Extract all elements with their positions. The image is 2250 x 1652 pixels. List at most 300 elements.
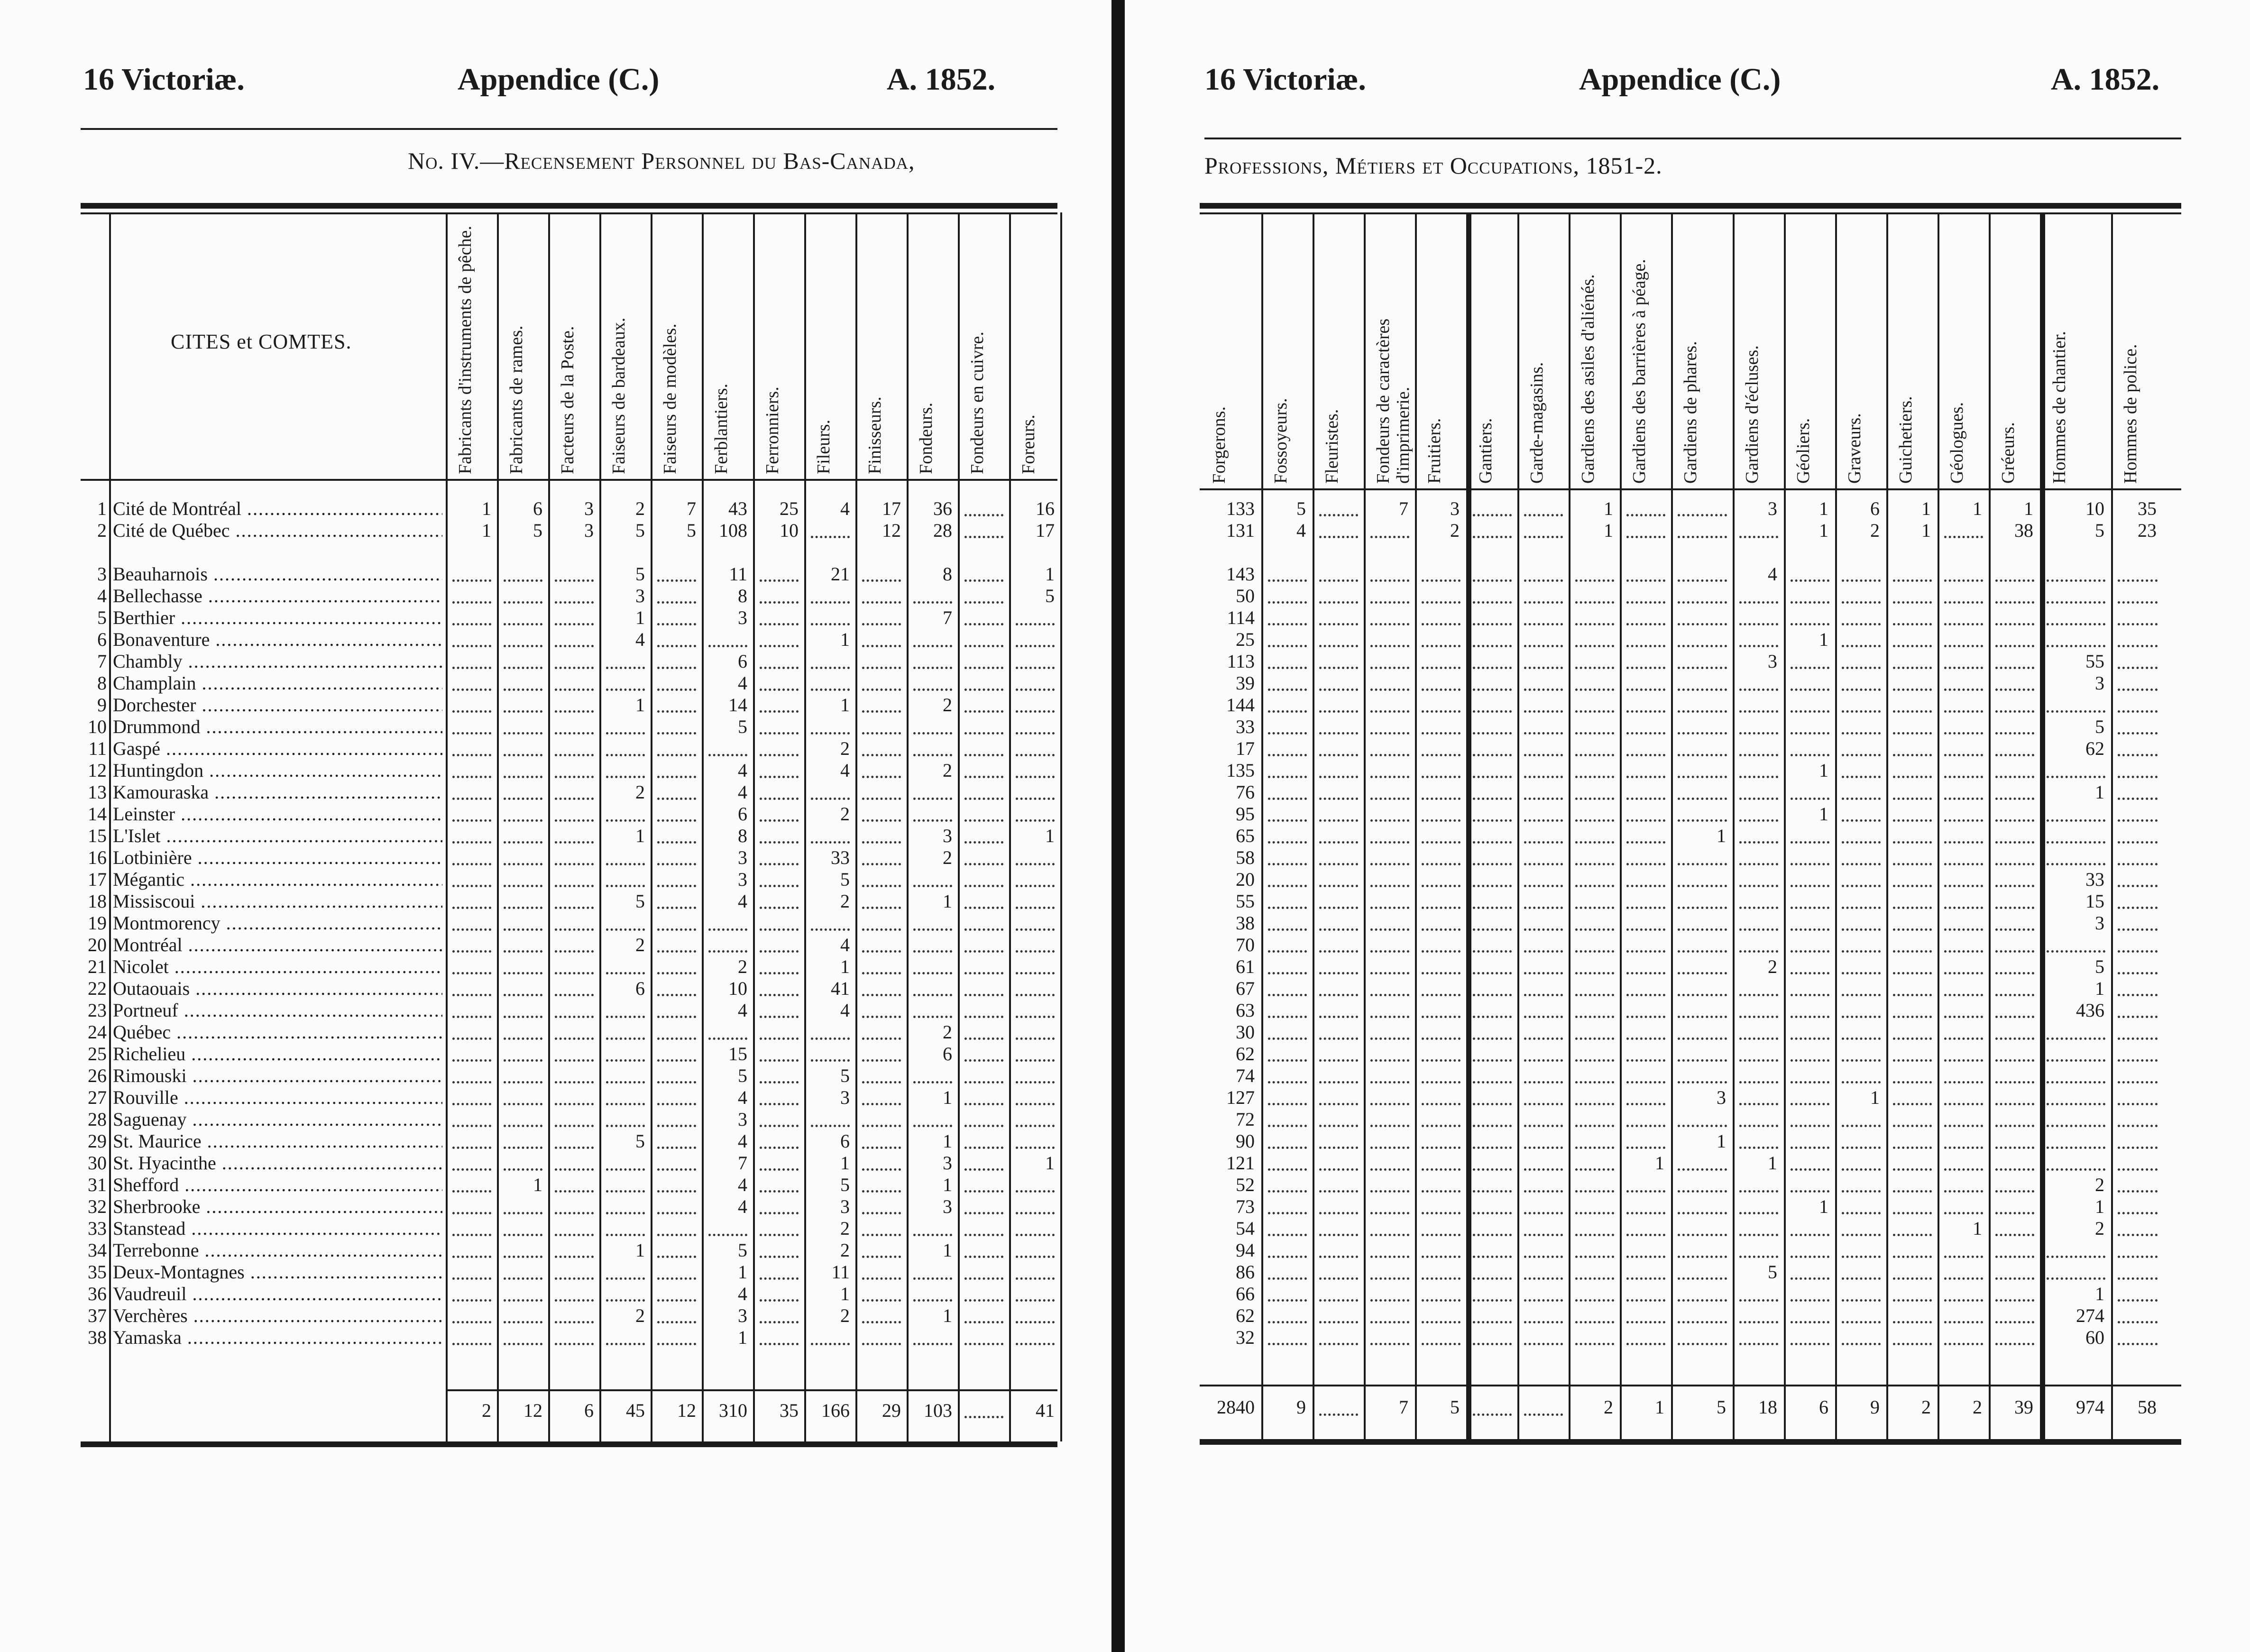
table-cell: 3 — [738, 1305, 747, 1326]
empty-cell-dots — [1422, 645, 1460, 669]
empty-cell-dots — [1995, 732, 2034, 756]
row-number: 17 — [88, 869, 107, 890]
empty-cell-dots — [1319, 1016, 1358, 1040]
empty-cell-dots — [1422, 1256, 1460, 1280]
empty-cell-dots — [2118, 841, 2158, 865]
empty-cell-dots — [2047, 1059, 2105, 1083]
left-column-rule — [855, 212, 857, 1441]
empty-cell-dots — [452, 863, 491, 887]
table-cell: 5 — [2095, 956, 2104, 977]
empty-cell-dots — [2047, 1147, 2105, 1171]
empty-cell-dots — [2047, 601, 2105, 625]
empty-cell-dots — [1422, 1037, 1460, 1062]
table-cell: 2 — [635, 498, 645, 519]
empty-cell-dots — [1473, 579, 1512, 604]
empty-cell-dots — [1739, 1125, 1778, 1149]
empty-cell-dots — [1524, 863, 1563, 887]
empty-cell-dots — [1575, 1168, 1614, 1193]
empty-cell-dots — [760, 1321, 799, 1345]
table-cell: 1 — [2095, 1196, 2104, 1217]
right-header-appendix: Appendice (C.) — [1579, 62, 1781, 97]
empty-cell-dots — [504, 1321, 542, 1345]
empty-cell-dots — [1524, 732, 1563, 756]
empty-cell-dots — [760, 1212, 799, 1236]
empty-cell-dots — [555, 907, 594, 931]
table-cell: 33 — [2085, 869, 2104, 890]
empty-cell-dots — [1791, 1168, 1829, 1193]
empty-cell-dots — [1473, 1277, 1512, 1302]
table-cell: 90 — [1236, 1130, 1255, 1152]
right-column-rule — [1620, 212, 1622, 1439]
left-column-header: Fabricants de rames. — [506, 325, 526, 474]
empty-cell-dots — [964, 907, 1003, 931]
right-page — [1133, 0, 2250, 1652]
table-cell: 5 — [840, 869, 850, 890]
empty-cell-dots — [1626, 558, 1665, 582]
table-cell: 133 — [1226, 498, 1255, 519]
empty-cell-dots — [964, 645, 1003, 669]
row-number: 35 — [88, 1261, 107, 1283]
empty-cell-dots — [1473, 1125, 1512, 1149]
empty-cell-dots — [964, 601, 1003, 625]
empty-cell-dots — [1842, 710, 1881, 734]
empty-cell-dots — [1893, 754, 1932, 778]
empty-cell-dots — [1473, 601, 1512, 625]
empty-cell-dots — [452, 1190, 491, 1214]
empty-cell-dots — [1319, 645, 1358, 669]
empty-cell-dots — [1473, 1147, 1512, 1171]
empty-cell-dots — [1791, 972, 1829, 996]
empty-cell-dots — [1575, 645, 1614, 669]
empty-cell-dots — [862, 688, 901, 713]
table-cell: 1 — [533, 1174, 542, 1195]
table-cell: 8 — [738, 825, 747, 846]
row-number: 7 — [97, 651, 107, 672]
empty-cell-dots — [1791, 885, 1829, 909]
empty-cell-dots — [504, 863, 542, 887]
empty-cell-dots — [555, 1016, 594, 1040]
empty-cell-dots — [1319, 1059, 1358, 1083]
total-cell: 2 — [482, 1400, 491, 1421]
empty-cell-dots — [1575, 776, 1614, 800]
table-cell: 3 — [1768, 651, 1777, 672]
empty-cell-dots — [657, 1081, 696, 1105]
right-column-header: Fossoyeurs. — [1271, 398, 1291, 484]
empty-cell-dots — [1842, 1037, 1881, 1062]
empty-cell-dots — [862, 798, 901, 822]
empty-cell-dots — [2047, 579, 2105, 604]
right-column-rule — [1261, 212, 1263, 1439]
table-cell: 6 — [738, 651, 747, 672]
empty-cell-dots — [1791, 907, 1829, 931]
total-cell: 7 — [1399, 1396, 1408, 1418]
empty-cell-dots — [1842, 885, 1881, 909]
empty-cell-dots — [1268, 1277, 1307, 1302]
empty-cell-dots — [811, 667, 850, 691]
empty-cell-dots — [1626, 950, 1665, 974]
empty-cell-dots — [760, 645, 799, 669]
empty-cell-dots — [1473, 1299, 1512, 1323]
empty-cell-dots — [1524, 885, 1563, 909]
empty-cell-dots — [913, 972, 952, 996]
empty-cell-dots — [1473, 1392, 1512, 1416]
empty-cell-dots — [2118, 950, 2158, 974]
empty-cell-dots — [1739, 1168, 1778, 1193]
table-cell: 3 — [2095, 912, 2104, 934]
empty-cell-dots — [1016, 645, 1055, 669]
empty-cell-dots — [964, 1168, 1003, 1193]
empty-cell-dots — [452, 928, 491, 953]
table-cell: 274 — [2076, 1305, 2104, 1326]
empty-cell-dots — [1575, 994, 1614, 1018]
row-county-name: Beauharnois ..... — [113, 563, 442, 585]
empty-cell-dots — [1626, 623, 1665, 647]
empty-cell-dots — [913, 1059, 952, 1083]
empty-cell-dots — [657, 1168, 696, 1193]
empty-cell-dots — [1370, 579, 1409, 604]
empty-cell-dots — [1422, 623, 1460, 647]
empty-cell-dots — [2118, 1299, 2158, 1323]
empty-cell-dots — [1473, 928, 1512, 953]
empty-cell-dots — [1016, 1037, 1055, 1062]
right-header-rule — [1204, 138, 2181, 139]
empty-cell-dots — [504, 710, 542, 734]
empty-cell-dots — [1995, 558, 2034, 582]
left-column-rule — [907, 212, 909, 1441]
empty-cell-dots — [2047, 688, 2105, 713]
empty-cell-dots — [657, 841, 696, 865]
table-cell: 17 — [1036, 520, 1055, 541]
empty-cell-dots — [606, 1190, 645, 1214]
empty-cell-dots — [1739, 1234, 1778, 1258]
empty-cell-dots — [1575, 1147, 1614, 1171]
empty-cell-dots — [657, 1321, 696, 1345]
empty-cell-dots — [1319, 1190, 1358, 1214]
empty-cell-dots — [1422, 601, 1460, 625]
empty-cell-dots — [452, 1277, 491, 1302]
empty-cell-dots — [555, 1277, 594, 1302]
total-cell: 45 — [626, 1400, 645, 1421]
empty-cell-dots — [1893, 776, 1932, 800]
empty-cell-dots — [1944, 1321, 1983, 1345]
empty-cell-dots — [1370, 558, 1409, 582]
empty-cell-dots — [657, 863, 696, 887]
empty-cell-dots — [1370, 950, 1409, 974]
empty-cell-dots — [555, 798, 594, 822]
empty-cell-dots — [555, 1059, 594, 1083]
empty-cell-dots — [1422, 1147, 1460, 1171]
empty-cell-dots — [1016, 1299, 1055, 1323]
empty-cell-dots — [1268, 1081, 1307, 1105]
row-county-name: Montmorency ..... — [113, 912, 442, 934]
empty-cell-dots — [1422, 972, 1460, 996]
left-column-rule — [651, 212, 652, 1441]
empty-cell-dots — [606, 710, 645, 734]
empty-cell-dots — [1370, 1147, 1409, 1171]
empty-cell-dots — [760, 1299, 799, 1323]
empty-cell-dots — [1944, 645, 1983, 669]
empty-cell-dots — [1678, 1147, 1727, 1171]
row-county-name: Cité de Montréal ..... — [113, 498, 442, 520]
empty-cell-dots — [1995, 754, 2034, 778]
empty-cell-dots — [1370, 841, 1409, 865]
right-column-rule — [1415, 212, 1417, 1439]
empty-cell-dots — [1893, 819, 1932, 844]
empty-cell-dots — [1524, 1321, 1563, 1345]
total-cell: 58 — [2138, 1396, 2157, 1418]
empty-cell-dots — [1626, 1125, 1665, 1149]
empty-cell-dots — [708, 928, 747, 953]
empty-cell-dots — [1739, 819, 1778, 844]
empty-cell-dots — [1995, 885, 2034, 909]
empty-cell-dots — [1575, 1212, 1614, 1236]
empty-cell-dots — [1524, 1103, 1563, 1127]
empty-cell-dots — [1422, 798, 1460, 822]
right-column-header: Gardiens des barrières à péage. — [1629, 259, 1649, 484]
empty-cell-dots — [1268, 688, 1307, 713]
empty-cell-dots — [862, 1103, 901, 1127]
empty-cell-dots — [2047, 1081, 2105, 1105]
empty-cell-dots — [1739, 688, 1778, 713]
empty-cell-dots — [1739, 667, 1778, 691]
table-cell: 30 — [1236, 1021, 1255, 1043]
table-cell: 3 — [943, 825, 952, 846]
table-cell: 5 — [635, 890, 645, 912]
empty-cell-dots — [1319, 1037, 1358, 1062]
total-cell: 39 — [2014, 1396, 2033, 1418]
empty-cell-dots — [657, 1234, 696, 1258]
empty-cell-dots — [606, 645, 645, 669]
empty-cell-dots — [1268, 841, 1307, 865]
empty-cell-dots — [760, 1277, 799, 1302]
table-cell: 1 — [1819, 629, 1828, 650]
empty-cell-dots — [555, 1234, 594, 1258]
empty-cell-dots — [913, 1212, 952, 1236]
row-number: 19 — [88, 912, 107, 934]
empty-cell-dots — [1678, 928, 1727, 953]
empty-cell-dots — [606, 994, 645, 1018]
empty-cell-dots — [2118, 798, 2158, 822]
row-county-name: Gaspé ..... — [113, 738, 442, 760]
table-cell: 7 — [943, 607, 952, 628]
empty-cell-dots — [1370, 1277, 1409, 1302]
empty-cell-dots — [1791, 950, 1829, 974]
table-cell: 1 — [1819, 520, 1828, 541]
empty-cell-dots — [1995, 1256, 2034, 1280]
table-cell: 5 — [2095, 716, 2104, 737]
empty-cell-dots — [1995, 1212, 2034, 1236]
empty-cell-dots — [1473, 863, 1512, 887]
table-cell: 3 — [943, 1196, 952, 1217]
empty-cell-dots — [606, 1321, 645, 1345]
empty-cell-dots — [1473, 1190, 1512, 1214]
left-column-rule — [958, 212, 960, 1441]
empty-cell-dots — [1739, 928, 1778, 953]
table-cell: 62 — [1236, 1305, 1255, 1326]
empty-cell-dots — [657, 732, 696, 756]
empty-cell-dots — [1678, 841, 1727, 865]
table-cell: 3 — [738, 847, 747, 868]
empty-cell-dots — [1791, 1147, 1829, 1171]
empty-cell-dots — [1575, 1299, 1614, 1323]
table-cell: 10 — [780, 520, 799, 541]
empty-cell-dots — [1422, 754, 1460, 778]
right-column-header: Gardiens de phares. — [1681, 341, 1700, 484]
row-county-name: Missiscoui ..... — [113, 890, 442, 912]
empty-cell-dots — [1678, 710, 1727, 734]
empty-cell-dots — [452, 776, 491, 800]
empty-cell-dots — [1739, 907, 1778, 931]
empty-cell-dots — [1370, 1037, 1409, 1062]
empty-cell-dots — [1370, 994, 1409, 1018]
empty-cell-dots — [1016, 1103, 1055, 1127]
table-cell: 6 — [635, 978, 645, 999]
empty-cell-dots — [862, 667, 901, 691]
empty-cell-dots — [1422, 667, 1460, 691]
empty-cell-dots — [913, 732, 952, 756]
empty-cell-dots — [1893, 972, 1932, 996]
empty-cell-dots — [1944, 841, 1983, 865]
right-table-bottom-rule — [1200, 1439, 2181, 1445]
empty-cell-dots — [1016, 688, 1055, 713]
empty-cell-dots — [2118, 579, 2158, 604]
empty-cell-dots — [1524, 994, 1563, 1018]
table-cell: 4 — [738, 1283, 747, 1304]
empty-cell-dots — [452, 1147, 491, 1171]
row-number: 2 — [97, 520, 107, 541]
empty-cell-dots — [1268, 1103, 1307, 1127]
table-cell: 55 — [2085, 651, 2104, 672]
table-cell: 1 — [635, 694, 645, 716]
empty-cell-dots — [452, 950, 491, 974]
empty-cell-dots — [1944, 1256, 1983, 1280]
table-cell: 1 — [943, 1305, 952, 1326]
empty-cell-dots — [1524, 950, 1563, 974]
empty-cell-dots — [1678, 623, 1727, 647]
empty-cell-dots — [2047, 1103, 2105, 1127]
empty-cell-dots — [1842, 776, 1881, 800]
table-cell: 25 — [780, 498, 799, 519]
empty-cell-dots — [862, 710, 901, 734]
empty-cell-dots — [555, 1081, 594, 1105]
empty-cell-dots — [1319, 688, 1358, 713]
table-cell: 72 — [1236, 1109, 1255, 1130]
empty-cell-dots — [1016, 1277, 1055, 1302]
empty-cell-dots — [1268, 1037, 1307, 1062]
empty-cell-dots — [1944, 950, 1983, 974]
table-cell: 62 — [1236, 1043, 1255, 1065]
empty-cell-dots — [1678, 994, 1727, 1018]
table-cell: 33 — [1236, 716, 1255, 737]
left-column-rule — [446, 212, 448, 1441]
empty-cell-dots — [964, 1299, 1003, 1323]
empty-cell-dots — [1626, 579, 1665, 604]
left-header-rule — [81, 128, 1057, 130]
table-cell: 2 — [840, 890, 850, 912]
empty-cell-dots — [1791, 1059, 1829, 1083]
table-cell: 3 — [840, 1196, 850, 1217]
empty-cell-dots — [1842, 1190, 1881, 1214]
empty-cell-dots — [555, 1256, 594, 1280]
table-cell: 2 — [1450, 520, 1460, 541]
empty-cell-dots — [1268, 994, 1307, 1018]
table-cell: 3 — [1768, 498, 1777, 519]
table-cell: 1 — [1045, 825, 1055, 846]
empty-cell-dots — [1893, 950, 1932, 974]
right-column-rule — [1517, 212, 1519, 1439]
empty-cell-dots — [657, 798, 696, 822]
row-county-name: Bonaventure ..... — [113, 629, 442, 651]
right-column-header: Géoliers. — [1793, 418, 1813, 484]
empty-cell-dots — [1422, 819, 1460, 844]
empty-cell-dots — [1626, 754, 1665, 778]
empty-cell-dots — [452, 907, 491, 931]
empty-cell-dots — [1739, 710, 1778, 734]
empty-cell-dots — [1626, 1016, 1665, 1040]
row-county-name: Drummond ..... — [113, 716, 442, 738]
right-header-bottom-rule — [1200, 488, 2181, 490]
empty-cell-dots — [555, 1125, 594, 1149]
table-cell: 1 — [2095, 781, 2104, 803]
empty-cell-dots — [913, 623, 952, 647]
table-cell: 11 — [831, 1261, 850, 1283]
empty-cell-dots — [2118, 1212, 2158, 1236]
empty-cell-dots — [1842, 601, 1881, 625]
empty-cell-dots — [1473, 1168, 1512, 1193]
left-column-header: Ferblantiers. — [711, 383, 731, 474]
row-county-name: Terrebonne ..... — [113, 1239, 442, 1261]
empty-cell-dots — [657, 776, 696, 800]
empty-cell-dots — [1944, 754, 1983, 778]
table-cell: 2 — [840, 803, 850, 825]
empty-cell-dots — [1739, 1081, 1778, 1105]
row-number: 11 — [88, 738, 107, 759]
empty-cell-dots — [1319, 558, 1358, 582]
empty-cell-dots — [2118, 1037, 2158, 1062]
empty-cell-dots — [452, 601, 491, 625]
empty-cell-dots — [555, 776, 594, 800]
empty-cell-dots — [657, 754, 696, 778]
empty-cell-dots — [1791, 841, 1829, 865]
empty-cell-dots — [657, 907, 696, 931]
row-county-name: Chambly ..... — [113, 651, 442, 672]
table-cell: 67 — [1236, 978, 1255, 999]
table-cell: 2 — [943, 694, 952, 716]
total-cell: 9 — [1296, 1396, 1306, 1418]
empty-cell-dots — [555, 754, 594, 778]
empty-cell-dots — [1791, 1321, 1829, 1345]
empty-cell-dots — [760, 994, 799, 1018]
empty-cell-dots — [862, 1299, 901, 1323]
table-cell: 4 — [840, 934, 850, 955]
table-cell: 4 — [840, 498, 850, 519]
empty-cell-dots — [555, 885, 594, 909]
total-cell: 2 — [1921, 1396, 1931, 1418]
empty-cell-dots — [1842, 1299, 1881, 1323]
table-cell: 1 — [482, 520, 491, 541]
empty-cell-dots — [964, 994, 1003, 1018]
empty-cell-dots — [2118, 1016, 2158, 1040]
table-cell: 2 — [635, 781, 645, 803]
table-cell: 15 — [728, 1043, 747, 1065]
table-cell: 6 — [738, 803, 747, 825]
empty-cell-dots — [1268, 667, 1307, 691]
empty-cell-dots — [1791, 863, 1829, 887]
row-number: 37 — [88, 1305, 107, 1326]
total-cell: 29 — [882, 1400, 901, 1421]
empty-cell-dots — [862, 1147, 901, 1171]
empty-cell-dots — [1739, 776, 1778, 800]
